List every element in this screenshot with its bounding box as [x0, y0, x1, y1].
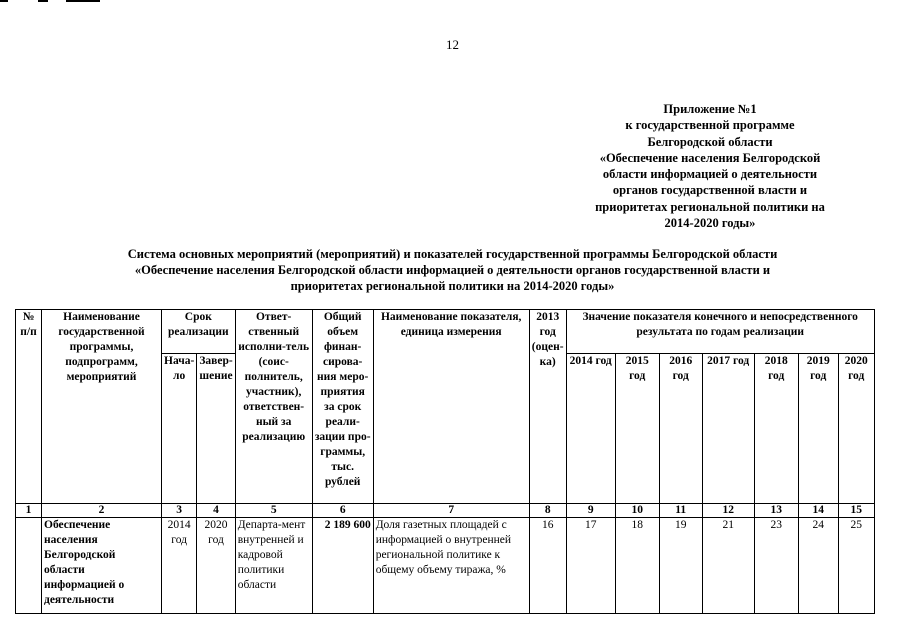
column-number: 8: [529, 504, 566, 518]
column-number: 12: [702, 504, 754, 518]
header-start: Нача-ло: [162, 354, 197, 504]
table-row: [16, 518, 875, 614]
appendix-line: к государственной программе: [625, 118, 795, 133]
appendix-line: 2014-2020 годы»: [664, 216, 756, 231]
row-indicator: Доля газетных площадей с информацией о внутренней региональной политике к общему объему тиража, %: [373, 518, 529, 614]
column-number: 7: [373, 504, 529, 518]
column-number: 4: [197, 504, 235, 518]
row-value-2017: 21: [702, 518, 754, 614]
row-value-2014: 17: [566, 518, 615, 614]
header-period: Срок реализации: [162, 310, 236, 354]
header-2013: 2013 год (оцен-ка): [529, 310, 566, 504]
appendix-line: области информацией о деятельности: [602, 167, 818, 182]
column-number: 10: [615, 504, 659, 518]
column-number: 3: [162, 504, 197, 518]
header-values-group: Значение показателя конечного и непосредственного результата по годам реализации: [566, 310, 874, 354]
column-number: 5: [235, 504, 312, 518]
header-responsible: Ответ-ственный исполни-тель (соис-полнитель, участник), ответствен-ный за реализацию: [235, 310, 312, 504]
row-program-name: Обеспечение населения Белгородской области информацией о деятельности: [42, 518, 162, 614]
header-year: 2016 год: [659, 354, 702, 504]
column-number: 9: [566, 504, 615, 518]
row-value-2013: 16: [529, 518, 566, 614]
header-year: 2019 год: [798, 354, 838, 504]
column-number: 6: [312, 504, 373, 518]
row-value-2016: 19: [659, 518, 702, 614]
header-year: 2017 год: [702, 354, 754, 504]
measures-table: [15, 309, 875, 614]
scan-edge-mark-mid: [38, 0, 48, 2]
title-line: Система основных мероприятий (мероприятий) и показателей государственной программы Белгородской области: [127, 247, 778, 261]
header-year: 2020 год: [838, 354, 874, 504]
header-year: 2014 год: [566, 354, 615, 504]
header-indicator: Наименование показателя, единица измерения: [373, 310, 529, 504]
title-line: «Обеспечение населения Белгородской области информацией о деятельности органов государственной власти и: [134, 263, 771, 277]
header-program-name: Наименование государственной программы, подпрограмм, мероприятий: [42, 310, 162, 504]
header-num: № п/п: [16, 310, 42, 504]
column-number: 13: [754, 504, 798, 518]
column-number: 1: [16, 504, 42, 518]
column-number: 2: [42, 504, 162, 518]
header-year: 2015 год: [615, 354, 659, 504]
row-responsible: Департа-мент внутренней и кадровой политики области: [235, 518, 312, 614]
header-funding: Общий объем финан-сирова-ния меро-приятия за срок реали-зации про-граммы, тыс. рублей: [312, 310, 373, 504]
row-start: 2014 год: [162, 518, 197, 614]
title-line: приоритетах региональной политики на 2014-2020 годы»: [290, 279, 615, 293]
row-value-2018: 23: [754, 518, 798, 614]
row-value-2015: 18: [615, 518, 659, 614]
appendix-line: Белгородской области: [647, 134, 773, 149]
appendix-line: приоритетах региональной политики на: [595, 199, 825, 214]
header-year: 2018 год: [754, 354, 798, 504]
column-number: 11: [659, 504, 702, 518]
row-value-2020: 25: [838, 518, 874, 614]
column-number: 15: [838, 504, 874, 518]
page-number: 12: [446, 37, 459, 52]
row-end: 2020 год: [197, 518, 235, 614]
appendix-line: Приложение №1: [663, 102, 757, 116]
row-funding: 2 189 600: [312, 518, 373, 614]
column-number-row: [16, 504, 875, 518]
column-number: 14: [798, 504, 838, 518]
appendix-line: «Обеспечение населения Белгородской: [599, 150, 821, 165]
appendix-line: органов государственной власти и: [612, 183, 808, 198]
row-value-2019: 24: [798, 518, 838, 614]
header-end: Завер-шение: [197, 354, 235, 504]
scan-edge-mark-right: [66, 0, 100, 2]
appendix-block: [560, 101, 860, 231]
document-title: [0, 246, 905, 294]
scan-edge-mark-left: [0, 0, 8, 2]
row-num: [16, 518, 42, 614]
